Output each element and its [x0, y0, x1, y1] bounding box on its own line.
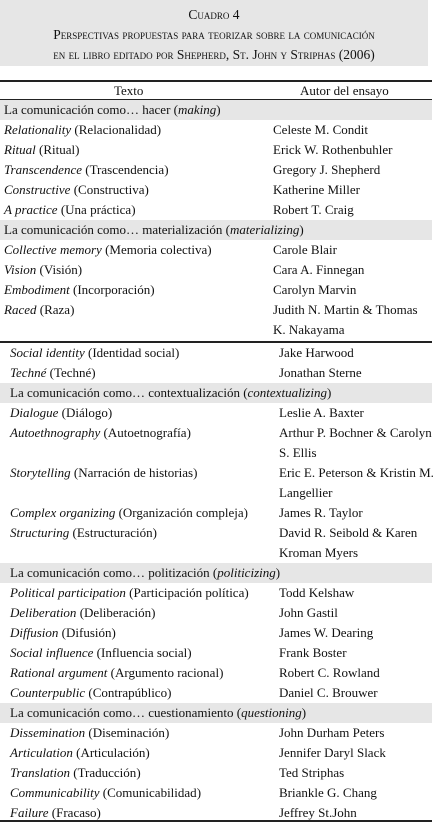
row-author: Jonathan Sterne: [279, 365, 362, 380]
row-author: Daniel C. Brouwer: [279, 685, 378, 700]
term-spanish: Autoetnografía: [107, 425, 187, 440]
table-row: [0, 280, 432, 300]
category-label: La comunicación como… contextualización (contextualizing): [10, 385, 332, 400]
term-spanish: Narración de historias: [78, 465, 194, 480]
category-row: [0, 563, 432, 583]
row-author: Carolyn Marvin: [273, 282, 357, 297]
term-spanish: Identidad social: [92, 345, 175, 360]
row-text: Communicability (Comunicabilidad): [10, 785, 202, 800]
row-text: Articulation (Articulación): [10, 745, 150, 760]
term-spanish: Trascendencia: [89, 162, 165, 177]
row-text: Diffusion (Difusión): [10, 625, 116, 640]
term-spanish: Diseminación: [92, 725, 165, 740]
row-text: Autoethnography (Autoetnografía): [10, 425, 191, 440]
category-term: questioning: [241, 705, 302, 720]
table-row: [0, 503, 432, 523]
row-text: Failure (Fracaso): [10, 805, 101, 820]
term-english: Social identity: [10, 345, 85, 360]
term-english: Social influence: [10, 645, 94, 660]
table-row: [0, 140, 432, 160]
category-label: La comunicación como… politización (politicizing): [10, 565, 281, 580]
row-text: Transcendence (Trascendencia): [4, 162, 169, 177]
term-spanish: Traducción: [77, 765, 137, 780]
row-author: Frank Boster: [279, 645, 347, 660]
term-spanish: Contrapúblico: [92, 685, 168, 700]
row-author: Arthur P. Bochner & Carolyn S. Ellis: [279, 425, 432, 460]
table-row: [0, 343, 432, 363]
row-text: Vision (Visión): [4, 262, 83, 277]
term-spanish: Techné: [53, 365, 92, 380]
row-author: Katherine Miller: [273, 182, 360, 197]
category-text: La comunicación como… politización: [10, 565, 210, 580]
term-spanish: Comunicabilidad: [107, 785, 197, 800]
row-text: Raced (Raza): [4, 302, 75, 317]
term-english: Political participation: [10, 585, 126, 600]
term-english: Counterpublic: [10, 685, 86, 700]
row-author: Jake Harwood: [279, 345, 354, 360]
term-spanish: Una práctica: [65, 202, 132, 217]
term-english: Transcendence: [4, 162, 82, 177]
row-author: Eric E. Peterson & Kristin M. Langellier: [279, 465, 434, 500]
category-label: La comunicación como… hacer (making): [4, 102, 221, 117]
category-row: [0, 220, 432, 240]
row-author: John Durham Peters: [279, 725, 385, 740]
row-author: John Gastil: [279, 605, 338, 620]
term-english: Relationality: [4, 122, 72, 137]
table-row: [0, 200, 432, 220]
term-english: Ritual: [4, 142, 36, 157]
table-row: [0, 663, 432, 683]
term-spanish: Incorporación: [77, 282, 151, 297]
term-english: A practice: [4, 202, 58, 217]
term-spanish: Fracaso: [56, 805, 97, 820]
row-author: Judith N. Martin & Thomas K. Nakayama: [273, 302, 418, 337]
top-rule: [0, 80, 432, 82]
row-text: Deliberation (Deliberación): [10, 605, 156, 620]
table-row: [0, 623, 432, 643]
row-author: Cara A. Finnegan: [273, 262, 365, 277]
table-row: [0, 783, 432, 803]
category-row: [0, 383, 432, 403]
row-text: Constructive (Constructiva): [4, 182, 149, 197]
table-row: [0, 120, 432, 140]
row-author: Robert C. Rowland: [279, 665, 380, 680]
table-caption: [0, 0, 428, 66]
term-english: Vision: [4, 262, 37, 277]
table-row: [0, 403, 432, 423]
category-label: La comunicación como… cuestionamiento (questioning): [10, 705, 307, 720]
table-row: [0, 763, 432, 783]
row-text: Social influence (Influencia social): [10, 645, 192, 660]
row-author: Ted Striphas: [279, 765, 345, 780]
term-english: Failure: [10, 805, 49, 820]
term-english: Collective memory: [4, 242, 102, 257]
caption-title-line2: en el libro editado por Shepherd, St. John y Striphas (2006): [53, 47, 375, 62]
term-spanish: Difusión: [66, 625, 112, 640]
row-author: Celeste M. Condit: [273, 122, 368, 137]
row-text: Dissemination (Diseminación): [10, 725, 170, 740]
table-row: [0, 743, 432, 763]
term-english: Raced: [4, 302, 37, 317]
category-text: La comunicación como… contextualización: [10, 385, 240, 400]
term-spanish: Deliberación: [84, 605, 152, 620]
term-english: Rational argument: [10, 665, 108, 680]
table-row: [0, 523, 432, 563]
category-term: materializing: [229, 222, 300, 237]
table-row: [0, 583, 432, 603]
category-term: contextualizing: [247, 385, 327, 400]
table-row: [0, 300, 432, 340]
row-text: Relationality (Relacionalidad): [4, 122, 162, 137]
term-spanish: Articulación: [80, 745, 146, 760]
table-row: [0, 363, 432, 383]
caption-label: Cuadro 4: [188, 7, 240, 22]
row-author: Jennifer Daryl Slack: [279, 745, 386, 760]
row-text: Counterpublic (Contrapúblico): [10, 685, 172, 700]
term-spanish: Raza: [44, 302, 71, 317]
table-row: [0, 723, 432, 743]
row-author: Carole Blair: [273, 242, 337, 257]
row-text: Collective memory (Memoria colectiva): [4, 242, 212, 257]
category-label: La comunicación como… materialización (materializing): [4, 222, 304, 237]
row-text: Techné (Techné): [10, 365, 96, 380]
table-row: [0, 240, 432, 260]
row-author: Leslie A. Baxter: [279, 405, 364, 420]
category-term: making: [178, 102, 217, 117]
row-text: Structuring (Estructuración): [10, 525, 157, 540]
term-english: Techné: [10, 365, 47, 380]
row-author: James W. Dearing: [279, 625, 374, 640]
row-author: Erick W. Rothenbuhler: [273, 142, 393, 157]
term-english: Constructive: [4, 182, 71, 197]
row-text: Ritual (Ritual): [4, 142, 80, 157]
term-english: Complex organizing: [10, 505, 116, 520]
row-author: Todd Kelshaw: [279, 585, 355, 600]
category-row: [0, 100, 432, 120]
term-english: Diffusion: [10, 625, 59, 640]
term-english: Embodiment: [4, 282, 70, 297]
row-text: Dialogue (Diálogo): [10, 405, 113, 420]
term-english: Storytelling: [10, 465, 71, 480]
column-header-author: Autor del ensayo: [300, 83, 389, 98]
term-spanish: Constructiva: [78, 182, 145, 197]
row-author: Briankle G. Chang: [279, 785, 377, 800]
table-row: [0, 160, 432, 180]
term-spanish: Ritual: [43, 142, 76, 157]
row-author: James R. Taylor: [279, 505, 363, 520]
row-author: Jeffrey St.John: [279, 805, 357, 820]
term-english: Deliberation: [10, 605, 77, 620]
term-spanish: Argumento racional: [114, 665, 220, 680]
term-english: Autoethnography: [10, 425, 101, 440]
row-text: Political participation (Participación política): [10, 585, 249, 600]
term-spanish: Estructuración: [76, 525, 153, 540]
row-author: Gregory J. Shepherd: [273, 162, 381, 177]
term-spanish: Memoria colectiva: [109, 242, 208, 257]
column-header-text: Texto: [114, 83, 144, 98]
term-english: Dialogue: [10, 405, 59, 420]
category-text: La comunicación como… materialización: [4, 222, 223, 237]
row-author: David R. Seibold & Karen Kroman Myers: [279, 525, 418, 560]
term-english: Articulation: [10, 745, 73, 760]
table-row: [0, 803, 432, 823]
category-row: [0, 703, 432, 723]
category-text: La comunicación como… cuestionamiento: [10, 705, 234, 720]
row-text: Storytelling (Narración de historias): [10, 465, 198, 480]
row-text: Social identity (Identidad social): [10, 345, 180, 360]
term-english: Translation: [10, 765, 70, 780]
table-row: [0, 180, 432, 200]
term-english: Dissemination: [10, 725, 86, 740]
row-text: Complex organizing (Organización compleja): [10, 505, 248, 520]
caption-title-line1: Perspectivas propuestas para teorizar sobre la comunicación: [53, 27, 375, 42]
term-spanish: Visión: [43, 262, 78, 277]
term-spanish: Influencia social: [100, 645, 188, 660]
table-row: [0, 683, 432, 703]
table-row: [0, 463, 432, 503]
term-spanish: Diálogo: [65, 405, 108, 420]
table-row: [0, 423, 432, 463]
term-spanish: Relacionalidad: [78, 122, 157, 137]
row-text: Embodiment (Incorporación): [4, 282, 155, 297]
category-text: La comunicación como… hacer: [4, 102, 171, 117]
row-author: Robert T. Craig: [273, 202, 354, 217]
table-row: [0, 260, 432, 280]
row-text: Translation (Traducción): [10, 765, 141, 780]
term-spanish: Organización compleja: [122, 505, 244, 520]
row-text: A practice (Una práctica): [4, 202, 136, 217]
table-row: [0, 603, 432, 623]
table-row: [0, 643, 432, 663]
term-spanish: Participación política: [133, 585, 245, 600]
category-term: politicizing: [217, 565, 276, 580]
term-english: Structuring: [10, 525, 70, 540]
term-english: Communicability: [10, 785, 100, 800]
row-text: Rational argument (Argumento racional): [10, 665, 224, 680]
